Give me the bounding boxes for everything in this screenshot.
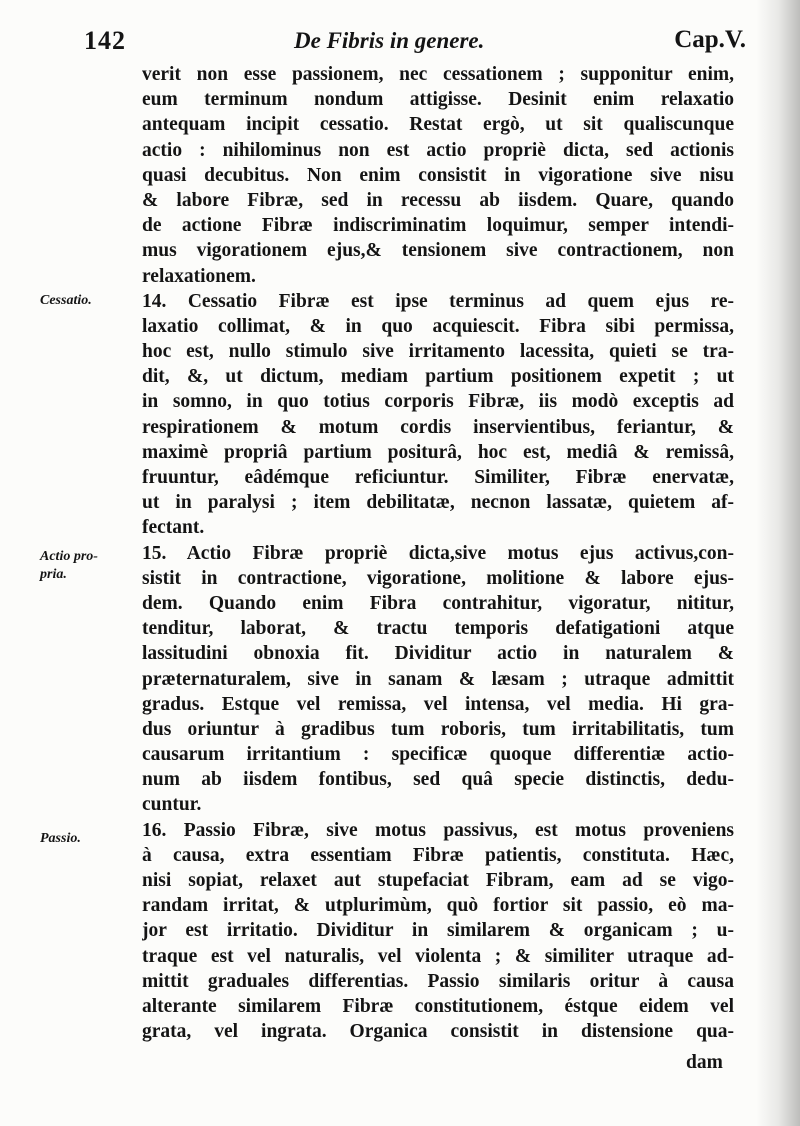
text-line: eum terminum nondum attigisse. Desinit enim relaxatio — [142, 89, 734, 111]
text-line: gradus. Estque vel remissa, vel intensa, vel media. Hi gra- — [142, 693, 734, 715]
text-line: num ab iisdem fontibus, sed quâ specie distinctis, dedu- — [142, 769, 734, 791]
text-line: ut in paralysi ; item debilitatæ, necnon lassatæ, quietem af- — [142, 492, 734, 514]
text-line: causarum irritantium : specificæ quoque differentiæ actio- — [142, 744, 734, 766]
body-text — [142, 62, 734, 1044]
text-line: fectant. — [142, 517, 205, 539]
text-line: & labore Fibræ, sed in recessu ab iisdem. Quare, quando — [142, 189, 734, 211]
text-line: relaxationem. — [142, 265, 256, 287]
text-line: laxatio collimat, & in quo acquiescit. Fibra sibi permissa, — [142, 315, 734, 337]
text-line: in somno, in quo totius corporis Fibræ, iis modò exceptis ad — [142, 391, 734, 413]
text-line: 16. Passio Fibræ, sive motus passivus, est motus proveniens — [142, 819, 734, 841]
text-line: quasi decubitus. Non enim consistit in vigoratione sive nisu — [142, 164, 734, 186]
text-line: actio : nihilominus non est actio propriè dicta, sed actionis — [142, 139, 734, 161]
text-line: nisi sopiat, relaxet aut stupefaciat Fibram, eam ad se vigo- — [142, 870, 734, 891]
running-title: De Fibris in genere. — [294, 28, 485, 53]
text-line: 14. Cessatio Fibræ est ipse terminus ad quem ejus re- — [142, 290, 734, 312]
text-line: mittit graduales differentias. Passio similaris oritur à causa — [142, 970, 734, 992]
text-line: de actione Fibræ indiscriminatim loquimur, semper intendi- — [142, 215, 734, 237]
text-line: dus oriuntur à gradibus tum roboris, tum irritabilitatis, tum — [142, 718, 734, 740]
text-line: cuntur. — [142, 794, 202, 816]
text-line: respirationem & motum cordis inservientibus, feriantur, & — [142, 416, 734, 438]
catchword: dam — [686, 1052, 723, 1073]
page-number: 142 — [84, 26, 126, 55]
text-line: à causa, extra essentiam Fibræ patientis, constituta. Hæc, — [142, 844, 734, 866]
text-line: lassitudini obnoxia fit. Dividitur actio in naturalem & — [142, 643, 734, 665]
text-line: hoc est, nullo stimulo sive irritamento lacessita, quieti se tra- — [142, 341, 734, 363]
text-line: maximè propriâ partium positurâ, hoc est, mediâ & remissâ, — [142, 441, 734, 463]
text-line: fruuntur, eâdémque reficiuntur. Similiter, Fibræ enervatæ, — [142, 467, 734, 488]
text-line: dem. Quando enim Fibra contrahitur, vigoratur, nititur, — [142, 592, 734, 614]
text-line: traque est vel naturalis, vel violenta ; & similiter utraque ad- — [142, 945, 734, 967]
text-line: dit, &, ut dictum, mediam partium positionem expetit ; ut — [142, 366, 734, 388]
text-line: tenditur, laborat, & tractu temporis defatigationi atque — [142, 618, 734, 640]
text-line: verit non esse passionem, nec cessationem ; supponitur enim, — [142, 64, 734, 85]
page-gutter-shadow — [756, 0, 800, 1126]
text-line: randam irritat, & utplurimùm, quò fortior sit passio, eò ma- — [142, 895, 734, 917]
text-line: jor est irritatio. Dividitur in similarem & organicam ; u- — [142, 920, 734, 942]
margin-note-actio-propria-2: pria. — [40, 567, 67, 582]
chapter-label: Cap.V. — [674, 26, 746, 53]
margin-note-cessatio: Cessatio. — [40, 293, 92, 308]
page-header — [84, 26, 746, 60]
text-line: antequam incipit cessatio. Restat ergò, ut sit qualiscunque — [142, 114, 734, 136]
text-line: sistit in contractione, vigoratione, molitione & labore ejus- — [142, 567, 734, 589]
text-line: mus vigorationem ejus,& tensionem sive contractionem, non — [142, 240, 734, 262]
margin-note-actio-propria-1: Actio pro- — [40, 549, 98, 564]
text-line: alterante similarem Fibræ constitutionem, éstque eidem vel — [142, 995, 734, 1017]
text-line: præternaturalem, sive in sanam & læsam ; utraque admittit — [142, 668, 734, 690]
text-line: grata, vel ingrata. Organica consistit in distensione qua- — [142, 1021, 734, 1043]
text-line: 15. Actio Fibræ propriè dicta,sive motus ejus activus,con- — [142, 542, 734, 564]
margin-note-passio: Passio. — [40, 831, 81, 846]
